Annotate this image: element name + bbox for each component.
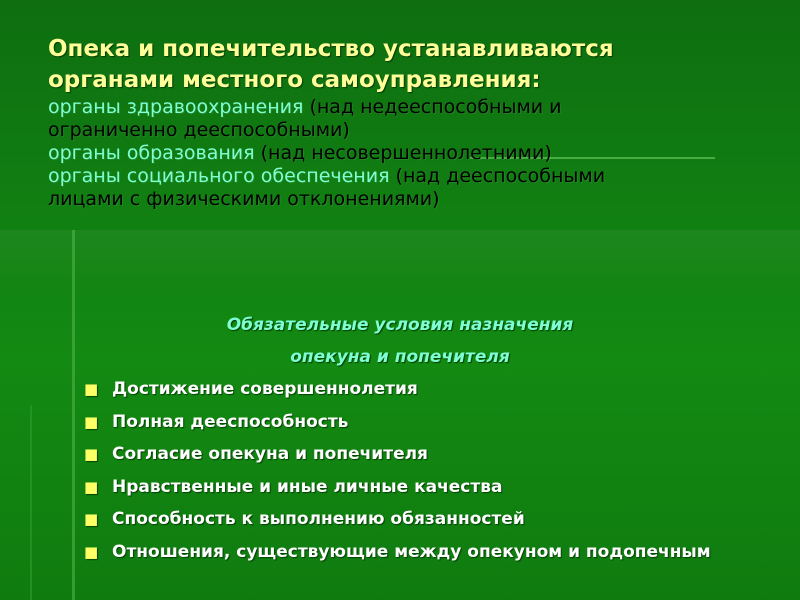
organ-social [48, 165, 768, 188]
organ-health-continued: ограниченно дееспособными) [48, 119, 350, 141]
bullet-icon: ■ [84, 542, 99, 561]
list-item [84, 443, 768, 465]
organ-education [48, 142, 768, 165]
organ-education-detail: (над несовершеннолетними) [254, 142, 552, 164]
list-item [84, 476, 768, 498]
decorative-vertical-line [72, 230, 75, 600]
organ-health-name: органы здравоохранения [48, 96, 304, 118]
organ-education-name: органы образования [48, 142, 255, 164]
list-item-text: Полная дееспособность [112, 411, 349, 432]
conditions-title-line-1: Обязательные условия назначения [226, 315, 574, 335]
bullet-icon: ■ [84, 510, 99, 528]
bullet-icon: ■ [84, 380, 99, 398]
list-item-text: Достижение совершеннолетия [112, 379, 418, 399]
decorative-vertical-line-left [30, 405, 32, 600]
conditions-list [84, 378, 768, 573]
organ-health [48, 96, 768, 119]
conditions-title-line-2: опекуна и попечителя [290, 347, 510, 367]
list-item-text: Нравственные и иные личные качества [112, 476, 503, 497]
decorative-band [0, 230, 800, 290]
bullet-icon: ■ [84, 477, 99, 496]
organ-social-detail: (над дееспособными [389, 165, 606, 187]
list-item-text: Согласие опекуна и попечителя [112, 444, 428, 464]
list-item-text: Способность к выполнению обязанностей [112, 509, 525, 529]
organ-health-detail: (над недееспособными и [303, 96, 562, 118]
title-line-2: органами местного самоуправления: [48, 67, 541, 93]
list-item-text: Отношения, существующие между опекуном и подопечным [112, 541, 711, 562]
list-item [84, 378, 768, 400]
slide-title [48, 34, 768, 96]
organ-social-name: органы социального обеспечения [48, 165, 390, 187]
title-line-1: Опека и попечительство устанавливаются [48, 36, 614, 62]
organ-social-continued: лицами с физическими отклонениями) [48, 188, 440, 210]
slide-header [48, 34, 768, 211]
bullet-icon: ■ [84, 412, 99, 431]
list-item [84, 411, 768, 433]
bullet-icon: ■ [84, 445, 99, 463]
list-item [84, 541, 768, 563]
list-item [84, 508, 768, 530]
